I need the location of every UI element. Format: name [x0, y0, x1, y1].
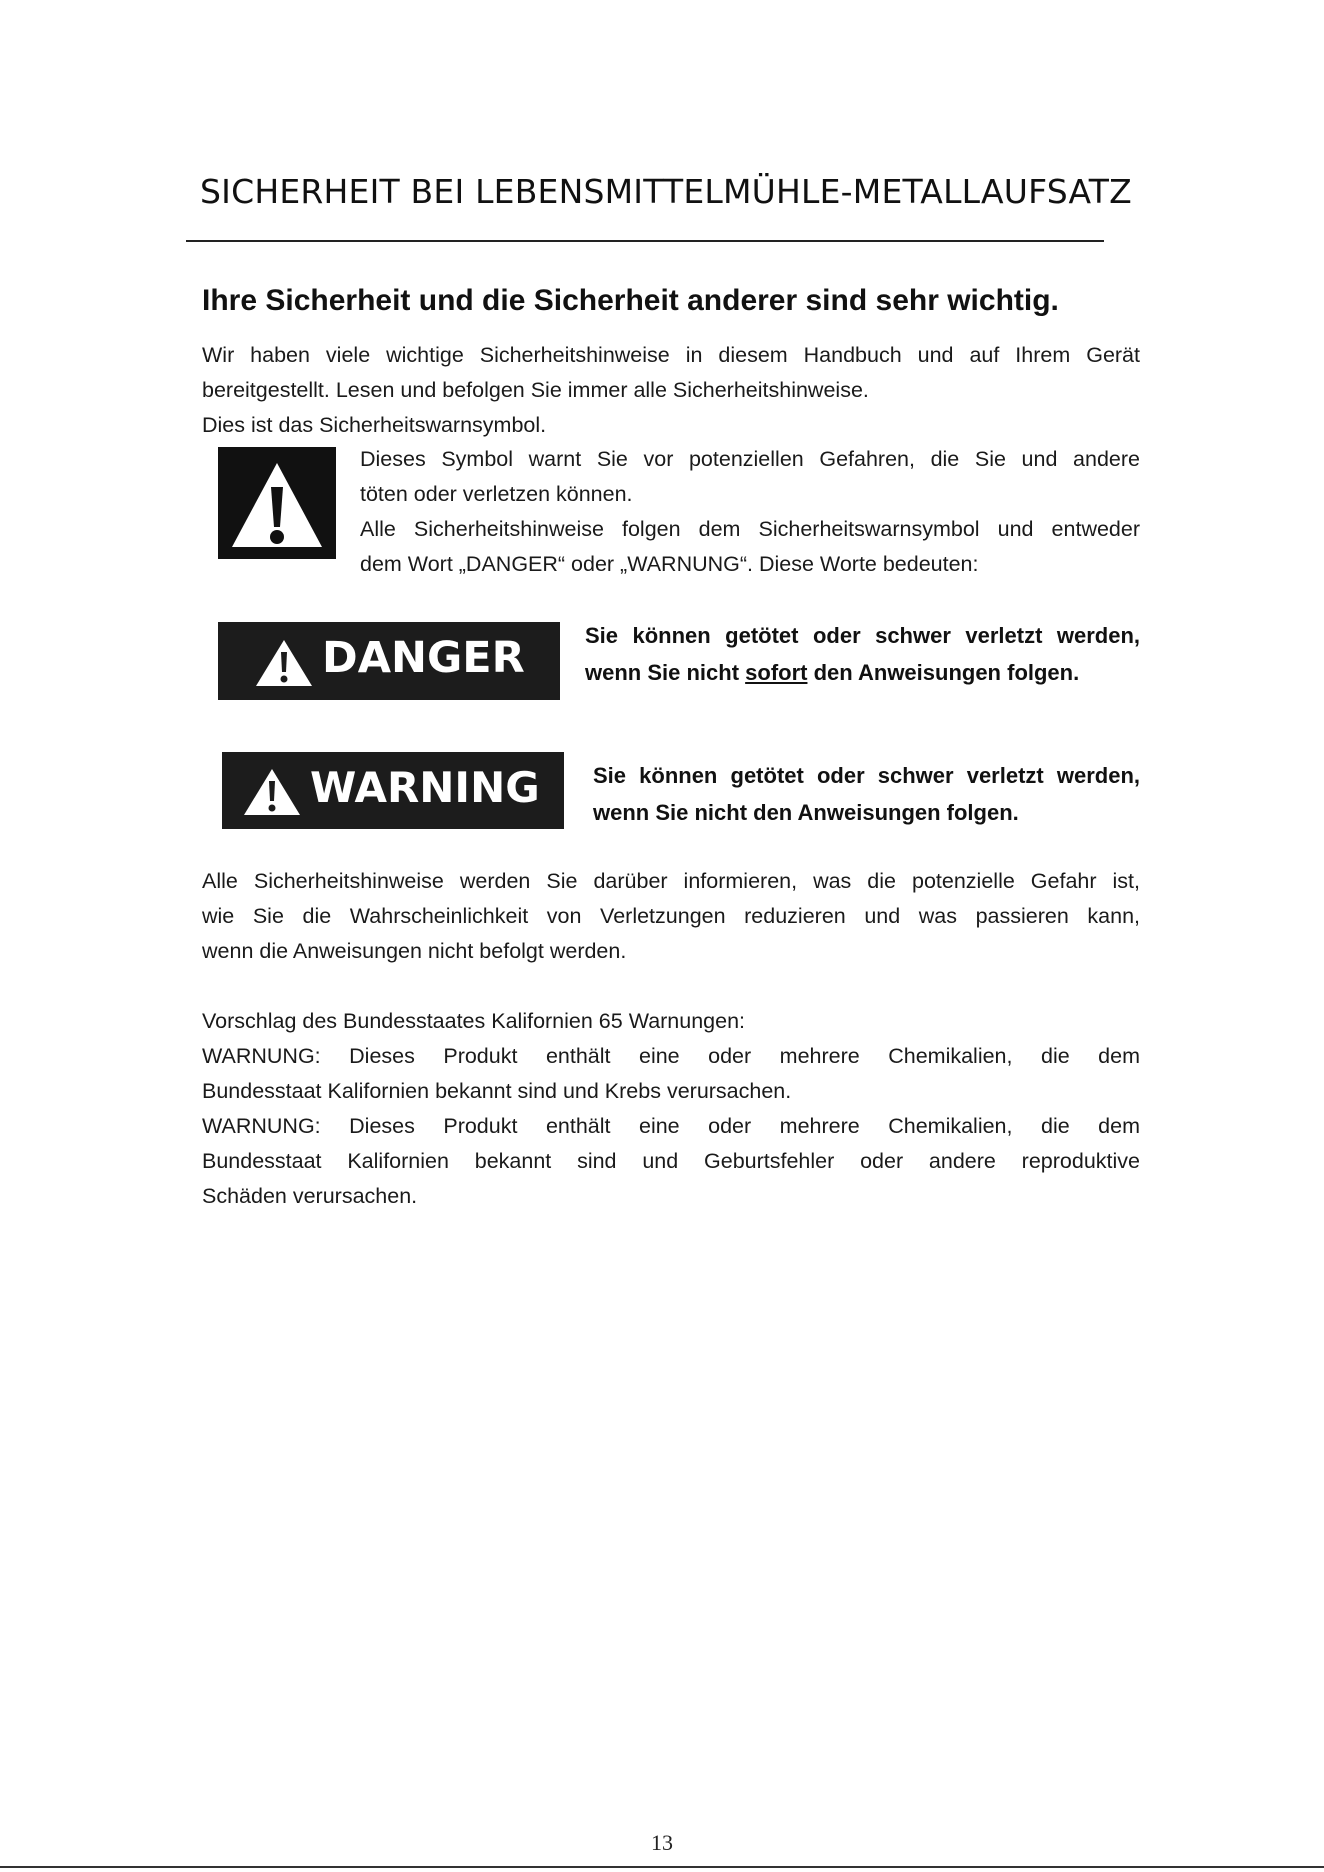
intro-line-3: Dies ist das Sicherheitswarnsymbol. — [202, 413, 547, 437]
title-divider — [186, 240, 1104, 242]
intro-paragraph — [202, 338, 1140, 443]
danger-line-2 — [585, 654, 1140, 691]
page-number: 13 — [651, 1830, 673, 1855]
safety-subtitle: Ihre Sicherheit und die Sicherheit anderer sind sehr wichtig. — [202, 284, 1059, 317]
info-line-1: Alle Sicherheitshinweise werden Sie darüber informieren, was die potenzielle Gefahr ist, — [202, 869, 1140, 893]
danger-label — [218, 622, 560, 700]
danger-line-2-end: den Anweisungen folgen. — [807, 660, 1080, 685]
alert-triangle-icon — [254, 638, 314, 688]
symbol-description — [360, 442, 1140, 582]
prop65-line-4: WARNUNG: Dieses Produkt enthält eine oder mehrere Chemikalien, die dem — [202, 1114, 1140, 1138]
warning-line-1: Sie können getötet oder schwer verletzt werden, — [593, 763, 1140, 788]
prop65-paragraph — [202, 1004, 1140, 1214]
safety-alert-triangle-icon — [218, 447, 336, 559]
prop65-line-2: WARNUNG: Dieses Produkt enthält eine oder mehrere Chemikalien, die dem — [202, 1044, 1140, 1068]
page-title: SICHERHEIT BEI LEBENSMITTELMÜHLE-METALLAUFSATZ — [200, 172, 1132, 211]
danger-line-2-start: wenn Sie nicht — [585, 660, 746, 685]
bottom-divider — [0, 1866, 1324, 1868]
alert-triangle-icon — [242, 767, 302, 817]
danger-line-1: Sie können getötet oder schwer verletzt werden, — [585, 623, 1140, 648]
warning-label-text: WARNING — [310, 763, 540, 812]
info-paragraph — [202, 864, 1140, 969]
symbol-line-2: töten oder verletzen können. — [360, 482, 633, 506]
warning-label — [222, 752, 564, 829]
prop65-line-3: Bundesstaat Kalifornien bekannt sind und Krebs verursachen. — [202, 1079, 792, 1103]
symbol-line-4: dem Wort „DANGER“ oder „WARNUNG“. Diese Worte bedeuten: — [360, 552, 979, 576]
prop65-line-5: Bundesstaat Kalifornien bekannt sind und Geburtsfehler oder andere reproduktive — [202, 1149, 1140, 1173]
warning-description — [593, 757, 1140, 831]
info-line-2: wie Sie die Wahrscheinlichkeit von Verletzungen reduzieren und was passieren kann, — [202, 904, 1140, 928]
prop65-line-1: Vorschlag des Bundesstaates Kalifornien 65 Warnungen: — [202, 1009, 746, 1033]
warning-line-2: wenn Sie nicht den Anweisungen folgen. — [593, 800, 1019, 825]
danger-emphasis-sofort: sofort — [745, 660, 808, 685]
intro-line-2: bereitgestellt. Lesen und befolgen Sie immer alle Sicherheitshinweise. — [202, 378, 869, 402]
danger-description — [585, 617, 1140, 691]
info-line-3: wenn die Anweisungen nicht befolgt werden. — [202, 939, 627, 963]
prop65-line-6: Schäden verursachen. — [202, 1184, 418, 1208]
safety-alert-symbol — [218, 447, 336, 559]
danger-label-text: DANGER — [322, 633, 525, 683]
symbol-line-1: Dieses Symbol warnt Sie vor potenziellen Gefahren, die Sie und andere — [360, 447, 1140, 471]
symbol-line-3: Alle Sicherheitshinweise folgen dem Sicherheitswarnsymbol und entweder — [360, 517, 1140, 541]
intro-line-1: Wir haben viele wichtige Sicherheitshinweise in diesem Handbuch und auf Ihrem Gerät — [202, 343, 1140, 367]
